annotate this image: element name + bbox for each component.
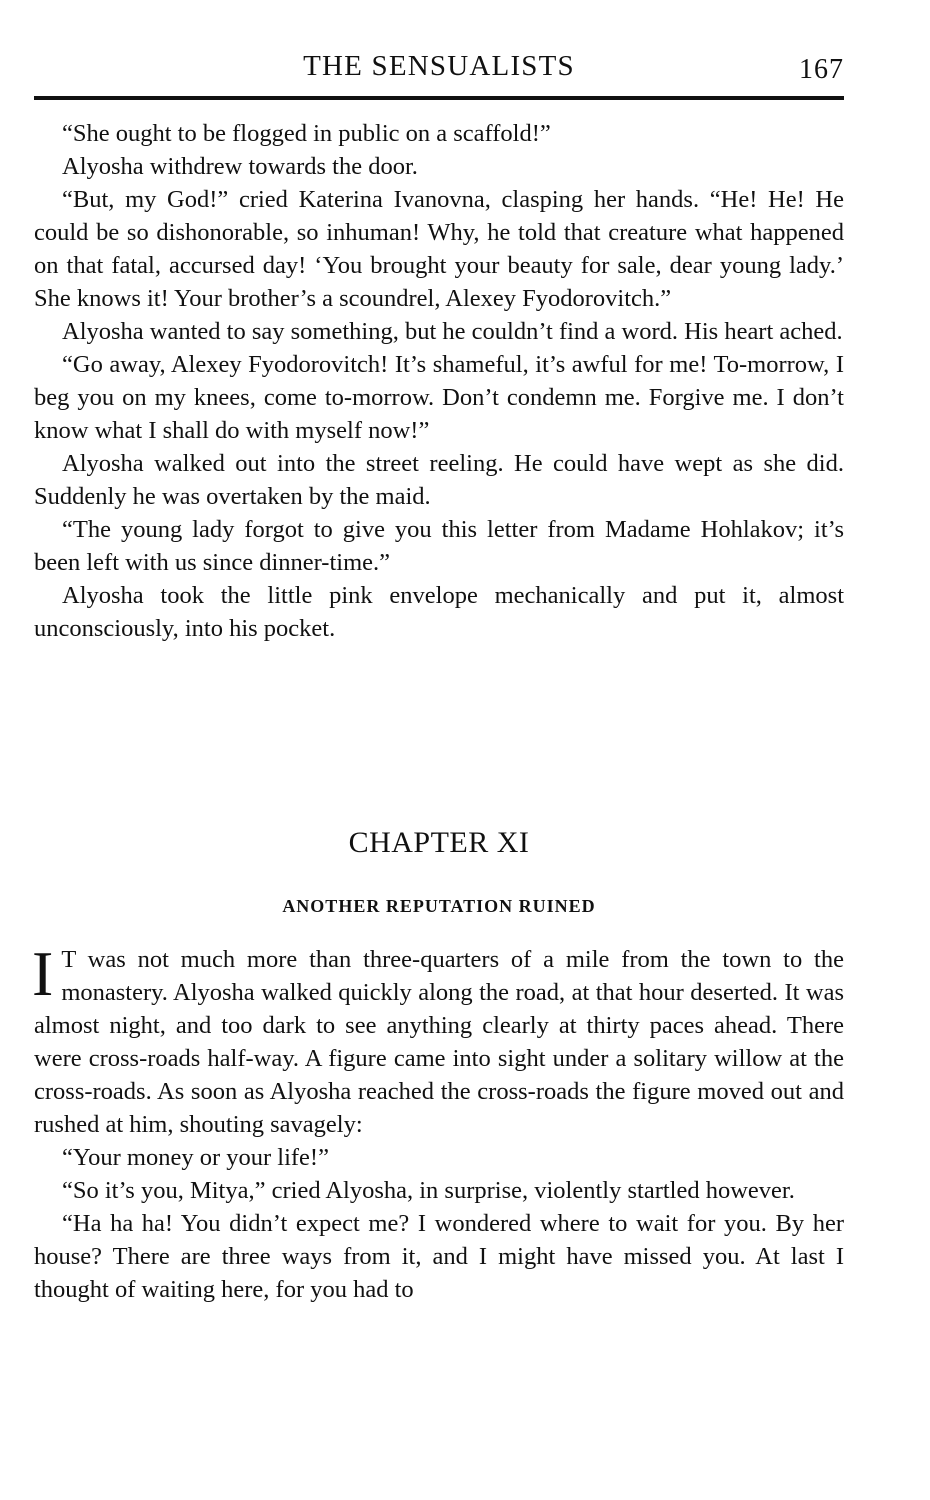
paragraph: Alyosha wanted to say something, but he couldn’t find a word. His heart ached. [62, 318, 843, 345]
paragraph: “Ha ha ha! You didn’t expect me? I wondered where to wait for you. By her house? There are three ways from it, and I might have missed you. At last I thought of waiting here, for you had to [34, 1210, 844, 1303]
paragraph: “The young lady forgot to give you this letter from Madame Hohlakov; it’s been left with us since dinner-time.” [34, 516, 844, 576]
chapter-subtitle: ANOTHER REPUTATION RUINED [282, 896, 596, 916]
paragraph: Alyosha walked out into the street reeling. He could have wept as she did. Suddenly he was overtaken by the maid. [34, 450, 844, 510]
paragraph: “Go away, Alexey Fyodorovitch! It’s shameful, it’s awful for me! To-morrow, I beg you on my knees, come to-morrow. Don’t condemn me. Forgive me. I don’t know what I shall do with myself now!” [34, 351, 844, 444]
drop-cap: I [32, 938, 54, 1009]
page-number: 167 [799, 54, 844, 85]
paragraph: Alyosha withdrew towards the door. [62, 153, 418, 180]
paragraph: “But, my God!” cried Katerina Ivanovna, clasping her hands. “He! He! He could be so dishonorable, so inhuman! Why, he told that creature what happened on that fatal, accursed day! ‘You brought your beauty for sale, dear young lady.’ She knows it! Your brother’s a scoundrel, Alexey Fyodorovitch.” [34, 186, 844, 312]
opening-paragraph-text: T was not much more than three-quarters of a mile from the town to the monastery. Alyosha walked quickly along the road, at that hour deserted. It was almost night, and too dark to see anything clearly at thirty paces ahead. There were cross-roads half-way. A figure came into sight under a solitary willow at the cross-roads. As soon as Alyosha reached the cross-roads the figure moved out and rushed at him, shouting savagely: [34, 946, 844, 1138]
body-text-section-1 [34, 117, 844, 645]
opening-paragraph [32, 938, 844, 1141]
paragraph: “Your money or your life!” [62, 1144, 329, 1171]
book-page [32, 0, 844, 1303]
running-header [34, 0, 844, 96]
chapter-heading: CHAPTER XI [348, 826, 530, 859]
running-title: THE SENSUALISTS [303, 50, 575, 82]
paragraph: Alyosha took the little pink envelope mechanically and put it, almost unconsciously, into his pocket. [34, 582, 844, 642]
header-rule [34, 96, 844, 100]
paragraph: “So it’s you, Mitya,” cried Alyosha, in surprise, violently startled however. [62, 1177, 795, 1204]
paragraph: “She ought to be flogged in public on a scaffold!” [62, 120, 551, 147]
body-text-section-2 [32, 938, 844, 1306]
